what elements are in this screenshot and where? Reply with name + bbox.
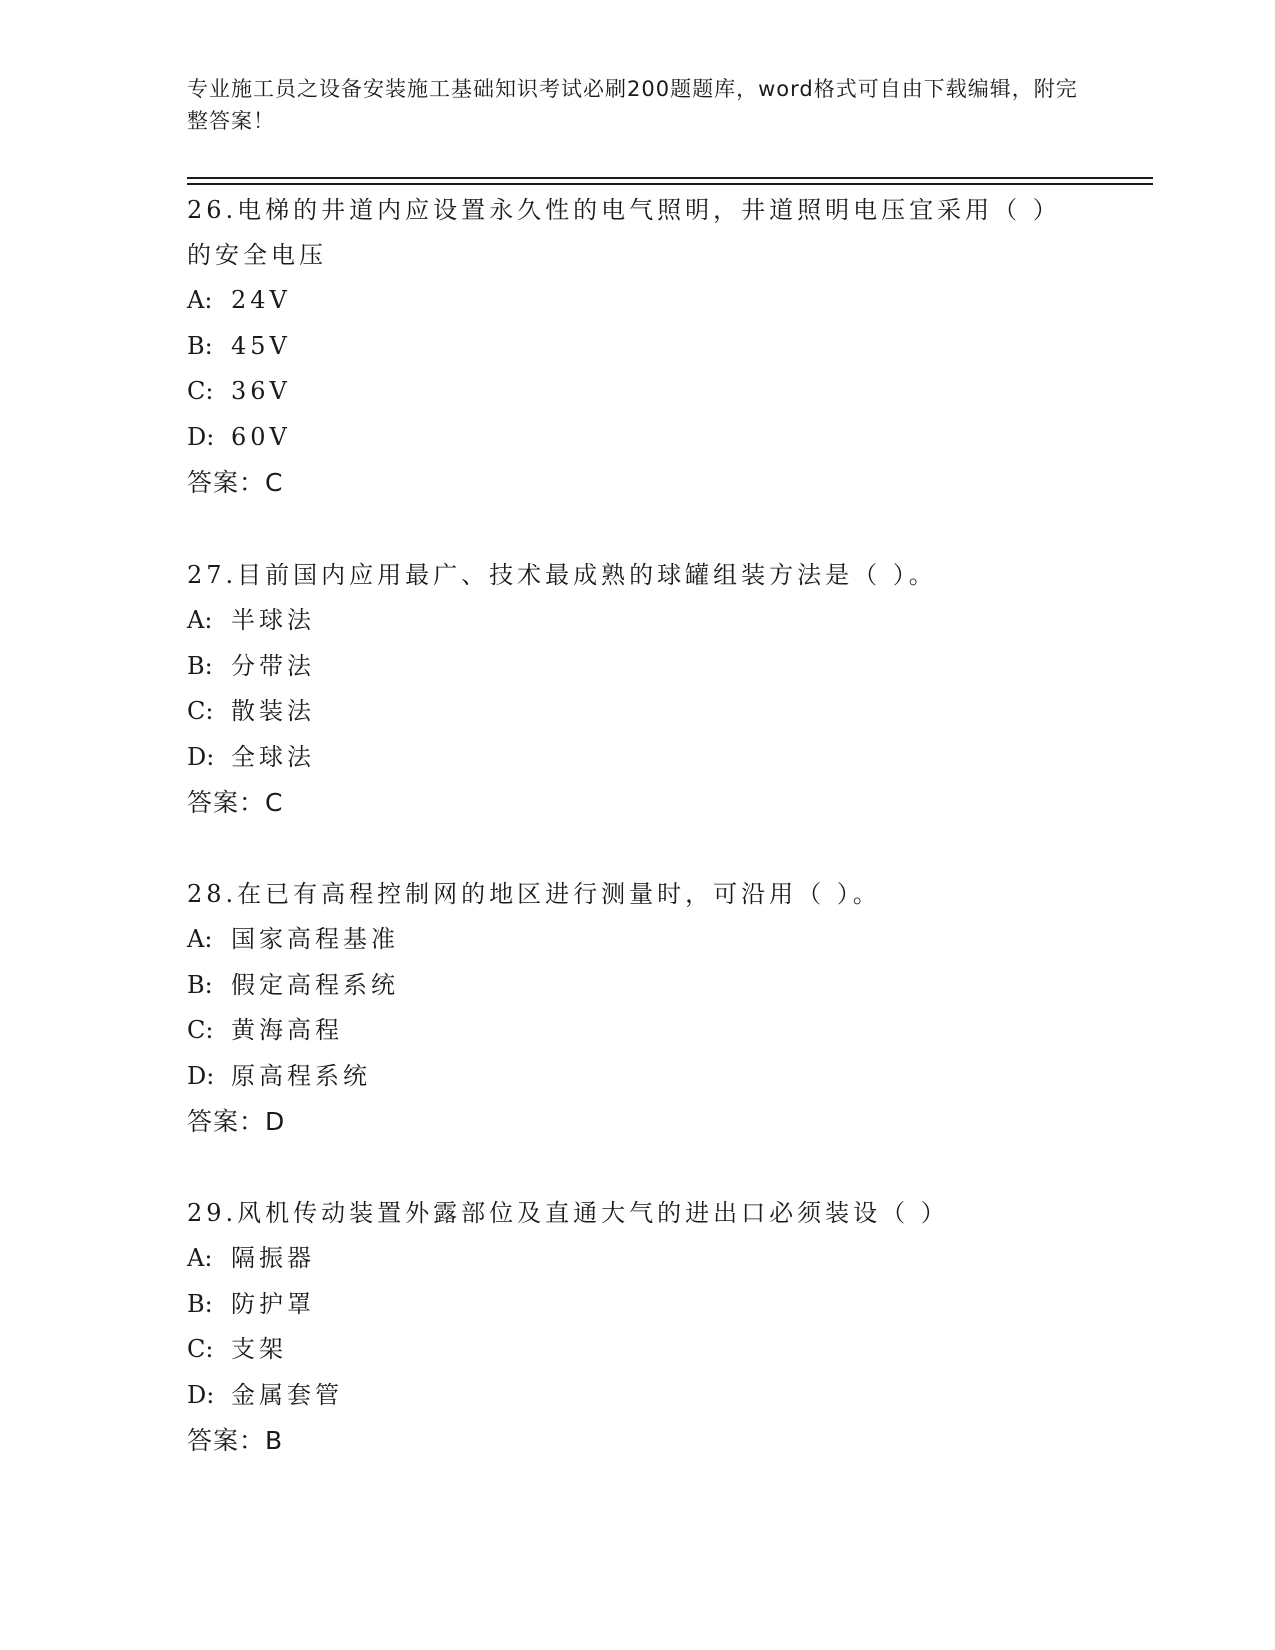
answer: 答案：C (187, 788, 284, 817)
answer: 答案：B (187, 1426, 284, 1455)
option-text: 分带法 (231, 651, 315, 680)
option-c (187, 689, 1087, 735)
option-key: B: (187, 651, 213, 680)
option-text: 金属套管 (231, 1380, 343, 1409)
answer: 答案：D (187, 1107, 286, 1136)
option-key: A: (187, 606, 213, 634)
option-text: 全球法 (231, 742, 315, 771)
question-27 (187, 553, 1087, 825)
option-text: 45V (231, 331, 291, 360)
option-key: C: (187, 1335, 214, 1363)
option-b (187, 1282, 1087, 1328)
option-text: 隔振器 (231, 1244, 315, 1272)
option-key: D: (187, 1380, 215, 1409)
option-key: B: (187, 970, 213, 999)
option-d (187, 1373, 1087, 1419)
option-key: A: (187, 925, 213, 953)
option-key: A: (187, 286, 213, 314)
option-text: 36V (231, 377, 291, 405)
option-text: 支架 (231, 1335, 287, 1363)
option-text: 散装法 (231, 697, 315, 725)
option-a (187, 278, 1087, 324)
option-key: A: (187, 1244, 213, 1272)
option-text: 国家高程基准 (231, 925, 399, 953)
option-key: C: (187, 697, 214, 725)
option-b (187, 963, 1087, 1009)
document-header (187, 73, 1087, 137)
option-text: 假定高程系统 (231, 970, 399, 999)
option-key: C: (187, 377, 214, 405)
option-c (187, 1008, 1087, 1054)
question-stem: 28.在已有高程控制网的地区进行测量时，可沿用（ ）。 (187, 880, 881, 908)
option-a (187, 917, 1087, 963)
option-d (187, 415, 1087, 461)
question-stem: 27.目前国内应用最广、技术最成熟的球罐组装方法是（ ）。 (187, 561, 937, 589)
option-key: D: (187, 1061, 215, 1090)
option-a (187, 598, 1087, 644)
option-text: 60V (231, 422, 291, 451)
option-text: 原高程系统 (231, 1061, 371, 1090)
option-text: 防护罩 (231, 1289, 315, 1318)
option-c (187, 369, 1087, 415)
question-stem: 29.风机传动装置外露部位及直通大气的进出口必须装设（ ） (187, 1199, 949, 1227)
header-divider-bottom (187, 183, 1153, 185)
option-d (187, 1054, 1087, 1100)
option-text: 黄海高程 (231, 1016, 343, 1044)
document-title: 专业施工员之设备安装施工基础知识考试必刷200题题库，word格式可自由下载编辑，附完整答案！ (187, 77, 1078, 133)
header-divider-top (187, 177, 1153, 179)
option-key: C: (187, 1016, 214, 1044)
option-a (187, 1236, 1087, 1282)
question-26 (187, 188, 1087, 505)
option-b (187, 324, 1087, 370)
option-c (187, 1327, 1087, 1373)
option-key: D: (187, 742, 215, 771)
option-text: 半球法 (231, 606, 315, 634)
option-b (187, 644, 1087, 690)
option-key: B: (187, 1289, 213, 1318)
question-28 (187, 872, 1087, 1144)
option-key: B: (187, 331, 213, 360)
question-stem: 26.电梯的井道内应设置永久性的电气照明，井道照明电压宜采用（ ）的安全电压 (187, 196, 1061, 269)
question-29 (187, 1191, 1087, 1463)
option-d (187, 735, 1087, 781)
answer: 答案：C (187, 468, 284, 497)
option-key: D: (187, 422, 215, 451)
option-text: 24V (231, 286, 291, 314)
